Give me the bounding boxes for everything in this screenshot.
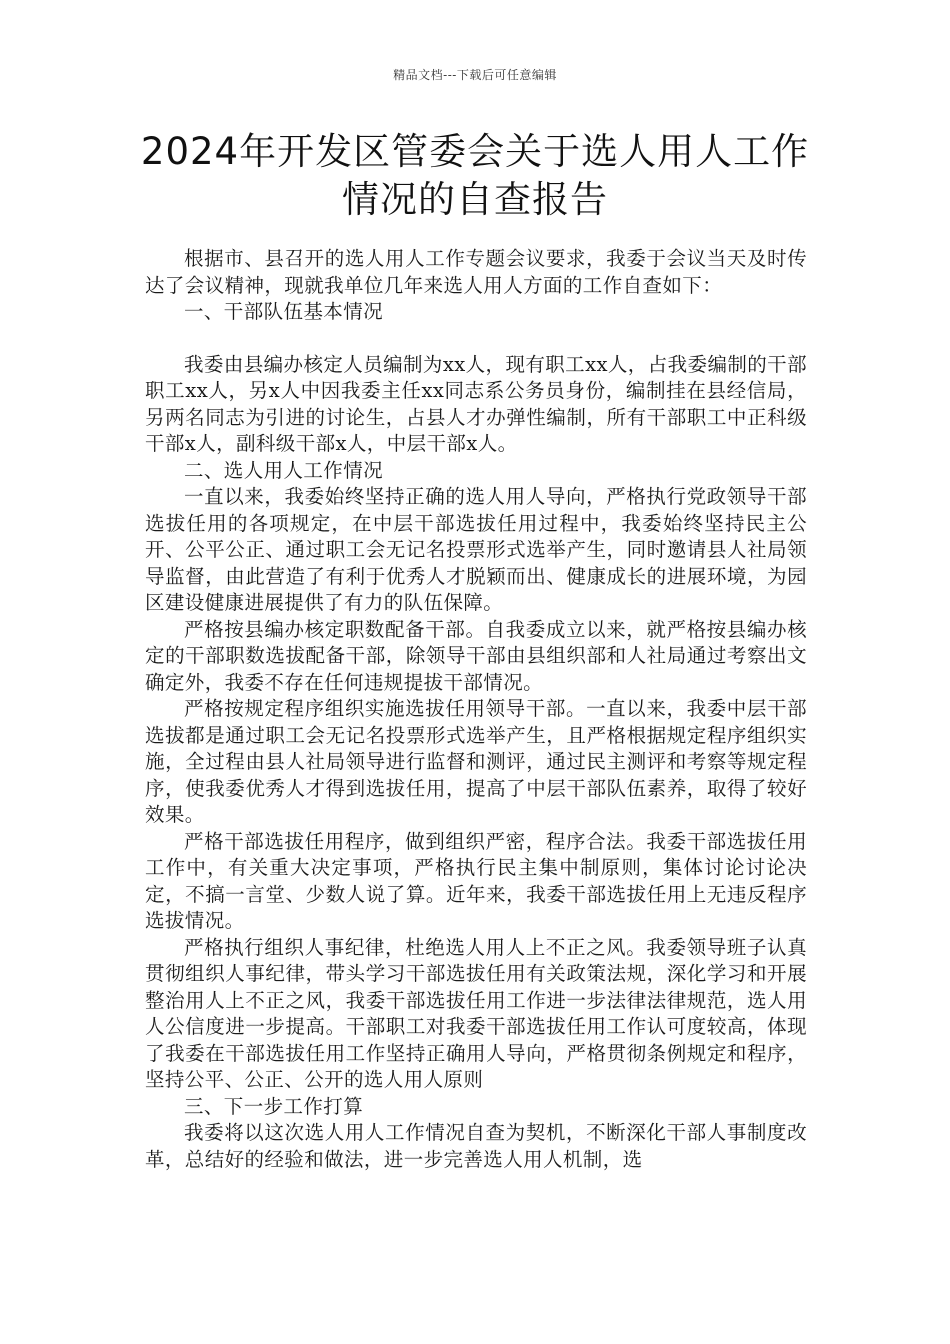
body-paragraph: 严格执行组织人事纪律，杜绝选人用人上不正之风。我委领导班子认真贯彻组织人事纪律，带头学习干部选拔任用有关政策法规，深化学习和开展整治用人上不正之风，我委干部选拔任用工作进一步法律法律规范，选人用人公信度进一步提高。干部职工对我委干部选拔任用工作认可度较高，体现了我委在干部选拔任用工作坚持正确用人导向，严格贯彻条例规定和程序，坚持公平、公正、公开的选人用人原则: [145, 935, 807, 1091]
body-paragraph: 严格按县编办核定职数配备干部。自我委成立以来，就严格按县编办核定的干部职数选拔配备干部，除领导干部由县组织部和人社局通过考察出文确定外，我委不存在任何违规提拔干部情况。: [145, 617, 807, 694]
body-paragraph: 严格干部选拔任用程序，做到组织严密，程序合法。我委干部选拔任用工作中，有关重大决定事项，严格执行民主集中制原则，集体讨论讨论决定，不搞一言堂、少数人说了算。近年来，我委干部选拔任用上无违反程序选拔情况。: [145, 829, 807, 932]
title-line-1: 2024年开发区管委会关于选人用人工作: [140, 130, 810, 173]
body-paragraph: 一直以来，我委始终坚持正确的选人用人导向，严格执行党政领导干部选拔任用的各项规定，在中层干部选拔任用过程中，我委始终坚持民主公开、公平公正、通过职工会无记名投票形式选举产生，同时邀请县人社局领导监督，由此营造了有利于优秀人才脱颖而出、健康成长的进展环境，为园区建设健康进展提供了有力的队伍保障。: [145, 485, 807, 614]
document-title: [120, 128, 830, 224]
header-note: 精品文档---下载后可任意编辑: [393, 68, 557, 82]
section-heading-2: 二、选人用人工作情况: [184, 458, 384, 482]
section-heading-3: 三、下一步工作打算: [184, 1094, 364, 1118]
body-paragraph: 我委将以这次选人用人工作情况自查为契机，不断深化干部人事制度改革，总结好的经验和做法，进一步完善选人用人机制，选: [145, 1121, 807, 1171]
document-body: [145, 246, 807, 1173]
title-line-2: 情况的自查报告: [342, 178, 608, 221]
body-paragraph: 我委由县编办核定人员编制为xx人，现有职工xx人，占我委编制的干部职工xx人，另x人中因我委主任xx同志系公务员身份，编制挂在县经信局，另两名同志为引进的讨论生，占县人才办弹性编制，所有干部职工中正科级干部x人，副科级干部x人，中层干部x人。: [145, 352, 807, 455]
body-paragraph: 严格按规定程序组织实施选拔任用领导干部。一直以来，我委中层干部选拔都是通过职工会无记名投票形式选举产生，且严格根据规定程序组织实施，全过程由县人社局领导进行监督和测评，通过民主测评和考察等规定程序，使我委优秀人才得到选拔任用，提高了中层干部队伍素养，取得了较好效果。: [145, 697, 807, 826]
section-heading-1: 一、干部队伍基本情况: [184, 300, 384, 323]
intro-paragraph: 根据市、县召开的选人用人工作专题会议要求，我委于会议当天及时传达了会议精神，现就我单位几年来选人用人方面的工作自查如下：: [145, 247, 807, 297]
